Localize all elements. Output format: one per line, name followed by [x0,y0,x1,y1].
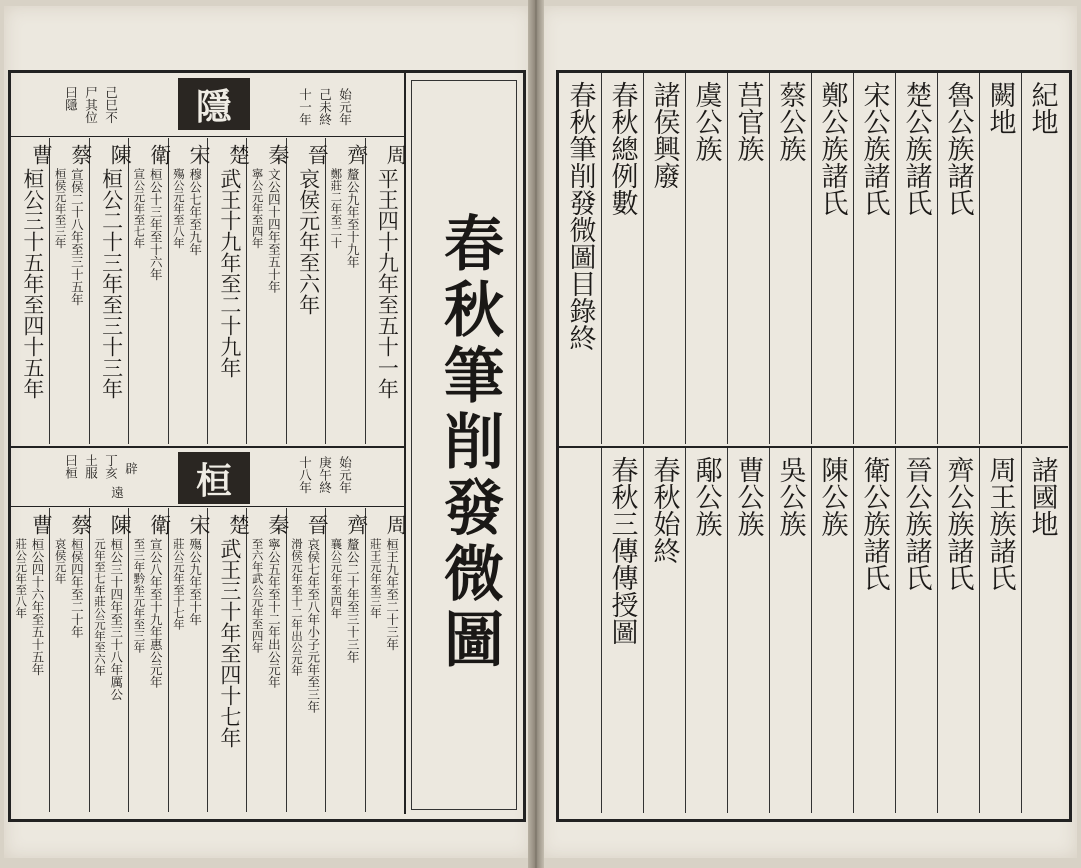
reign-1-state-subdetail: 寧公元年至四年 [250,168,265,249]
toc-bottom-col-line [601,448,602,813]
reign-2-state-name: 齊 [344,514,369,535]
reign-1-state-name: 衛 [147,144,172,165]
reign-1-end-note-1: 己巳不 [103,86,119,124]
reign-1-header-line [10,136,404,137]
toc-bottom-col-line [979,448,980,813]
reign-2-state-detail: 桓王九年至二十三年 [384,538,400,651]
reign-1-start-note-3: 十一年 [297,88,313,126]
reign-1-state-name: 齊 [344,144,369,165]
reign-2-state-subdetail: 襄公元年至四年 [329,538,344,619]
toc-bottom-col-line [1021,448,1022,813]
toc-top-col-line [979,73,980,444]
reign-1-col-line [128,138,129,444]
reign-2-state-detail: 殤公九年至十年 [187,538,203,626]
reign-2-state-detail: 哀侯七年至八年小子元年至三年 [305,538,321,713]
reign-1-name: 隱 [195,85,232,128]
reign-2-state-detail: 桓侯四年至二十年 [69,538,85,638]
reign-1-state-name: 宋 [187,144,212,165]
toc-top-entry: 紀地 [1026,81,1058,135]
reign-2-col-line [89,508,90,812]
reign-2-state-subdetail: 滑侯元年至十二年出公元年 [290,538,305,676]
toc-top-col-line [601,73,602,444]
reign-2-state-subdetail: 至三年黔牟元年至三年 [132,538,147,653]
toc-bottom-col-line [685,448,686,813]
toc-bottom-col-line [769,448,770,813]
reign-2-state-name: 楚 [226,514,251,535]
reign-2-state-name: 宋 [187,514,212,535]
toc-top-entry: 虞公族 [690,81,722,162]
toc-top-entry: 春秋筆削發微圖目錄終 [564,81,596,351]
reign-2-state-subdetail: 哀侯元年 [53,538,68,584]
reign-2-col-line [207,508,208,812]
reign-1-state-detail: 穆公七年至九年 [187,168,203,256]
reign-2-box [178,452,250,504]
toc-top-entry: 楚公族諸氏 [900,81,932,216]
reign-2-header-line [10,506,404,507]
reign-2-state-name: 曹 [29,514,54,535]
toc-top-col-line [811,73,812,444]
reign-2-state-name: 衛 [147,514,172,535]
toc-bottom-col-line [895,448,896,813]
reign-1-col-line [49,138,50,444]
reign-1-state-detail: 桓公三十五年至四十五年 [20,168,45,399]
reign-2-state-name: 晉 [305,514,330,535]
reign-1-state-name: 楚 [226,144,251,165]
reign-2-end-note-extra-1: 辟 [123,462,139,475]
reign-1-start-note-2: 己未終 [317,88,333,126]
reign-2-end-note-3: 曰桓 [63,454,79,479]
left-title-divider [404,72,406,814]
toc-bottom-col-line [853,448,854,813]
reign-2-state-detail: 宣公八年至十九年惠公元年 [148,538,164,688]
reign-1-state-detail: 哀侯元年至六年 [296,168,321,315]
reign-1-state-subdetail: 桓侯元年至三年 [53,168,68,249]
reign-2-col-line [168,508,169,812]
toc-bottom-entry: 諸國地 [1026,456,1058,537]
reign-2-state-name: 蔡 [68,514,93,535]
reign-1-col-line [89,138,90,444]
reign-2-col-line [286,508,287,812]
reign-2-col-line [365,508,366,812]
toc-bottom-col-line [811,448,812,813]
reign-2-end-note-1: 丁亥 [103,454,119,479]
reign-2-state-subdetail: 元年至七年莊公元年至六年 [93,538,108,676]
reign-2-col-line [49,508,50,812]
reign-2-state-name: 陳 [108,514,133,535]
toc-top-col-line [769,73,770,444]
toc-top-col-line [937,73,938,444]
toc-top-entry: 蔡公族 [774,81,806,162]
toc-top-entry: 諸侯興廢 [648,81,680,189]
toc-top-col-line [1021,73,1022,444]
toc-bottom-entry: 春秋三傳傳授圖 [606,456,638,645]
reign-1-state-detail: 武王十九年至二十九年 [217,168,242,378]
reign-1-state-detail: 釐公九年至十九年 [345,168,361,268]
toc-bottom-entry: 衛公族諸氏 [858,456,890,591]
reign-2-name: 桓 [195,459,232,502]
toc-bottom-entry: 吳公族 [774,456,806,537]
reign-2-end-note-2: 土服 [83,454,99,479]
toc-bottom-entry: 鄅公族 [690,456,722,537]
reign-1-col-line [365,138,366,444]
reign-2-col-line [128,508,129,812]
toc-top-col-line [895,73,896,444]
reign-1-state-detail: 桓公十三年至十六年 [148,168,164,281]
reign-2-state-subdetail: 莊公元年至十七年 [171,538,186,630]
reign-2-state-detail: 桓公三十四年至三十八年厲公 [108,538,124,701]
reign-1-start-note-1: 始元年 [337,88,353,126]
reign-2-col-line [325,508,326,812]
reign-2-state-subdetail: 莊王元年至三年 [368,538,383,619]
toc-top-entry: 鄭公族諸氏 [816,81,848,216]
toc-divider [558,446,1068,448]
toc-bottom-col-line [727,448,728,813]
reign-2-state-name: 秦 [265,514,290,535]
reign-2-col-line [246,508,247,812]
toc-bottom-entry: 春秋始終 [648,456,680,564]
toc-top-col-line [727,73,728,444]
reign-2-start-note-1: 始元年 [337,456,353,494]
reign-1-end-note-3: 曰隱 [63,86,79,111]
book-title: 春秋筆削發微圖 [434,212,504,674]
reign-1-col-line [246,138,247,444]
toc-bottom-entry: 周王族諸氏 [984,456,1016,591]
reign-2-start-note-3: 十八年 [297,456,313,494]
toc-bottom-col-line [643,448,644,813]
reign-1-state-detail: 宣侯二十八年至三十五年 [69,168,85,306]
toc-top-col-line [853,73,854,444]
reign-1-state-subdetail: 殤公元年至八年 [171,168,186,249]
reign-1-box [178,78,250,130]
reign-1-state-name: 周 [384,144,409,165]
reign-2-state-detail: 武王三十年至四十七年 [217,538,242,748]
reign-1-col-line [207,138,208,444]
reign-1-col-line [325,138,326,444]
toc-bottom-entry: 陳公族 [816,456,848,537]
toc-top-entry: 春秋總例數 [606,81,638,216]
reign-1-state-detail: 桓公二十三年至三十三年 [99,168,124,399]
reign-2-state-name: 周 [384,514,409,535]
reign-2-state-detail: 釐公二十年至三十三年 [345,538,361,663]
reign-1-col-line [168,138,169,444]
toc-top-entry: 莒官族 [732,81,764,162]
reign-1-state-name: 蔡 [68,144,93,165]
reign-2-state-detail: 寧公五年至十二年出公元年 [266,538,282,688]
toc-bottom-entry: 曹公族 [732,456,764,537]
reign-divider [10,446,404,448]
toc-top-entry: 宋公族諸氏 [858,81,890,216]
reign-1-state-subdetail: 鄭莊二年至二十 [329,168,344,249]
toc-top-entry: 魯公族諸氏 [942,81,974,216]
toc-top-col-line [643,73,644,444]
toc-bottom-col-line [937,448,938,813]
reign-2-state-subdetail: 至六年武公元年至四年 [250,538,265,653]
reign-1-state-detail: 平王四十九年至五十一年 [375,168,400,399]
reign-1-col-line [286,138,287,444]
book-spine [528,0,544,868]
reign-1-end-note-2: 尸其位 [83,86,99,124]
reign-1-state-name: 秦 [265,144,290,165]
toc-top-col-line [685,73,686,444]
reign-1-state-subdetail: 宣公元年至七年 [132,168,147,249]
reign-2-state-detail: 桓公四十六年至五十五年 [29,538,45,676]
reign-1-state-name: 陳 [108,144,133,165]
reign-1-state-name: 晉 [305,144,330,165]
reign-1-state-name: 曹 [29,144,54,165]
toc-top-entry: 闕地 [984,81,1016,135]
reign-2-start-note-2: 庚午終 [317,456,333,494]
reign-2-state-subdetail: 莊公元年至八年 [14,538,29,619]
reign-1-state-detail: 文公四十四年至五十年 [266,168,282,293]
reign-2-end-note-extra-2: 遠 [109,486,125,499]
toc-bottom-entry: 晉公族諸氏 [900,456,932,591]
toc-bottom-entry: 齊公族諸氏 [942,456,974,591]
